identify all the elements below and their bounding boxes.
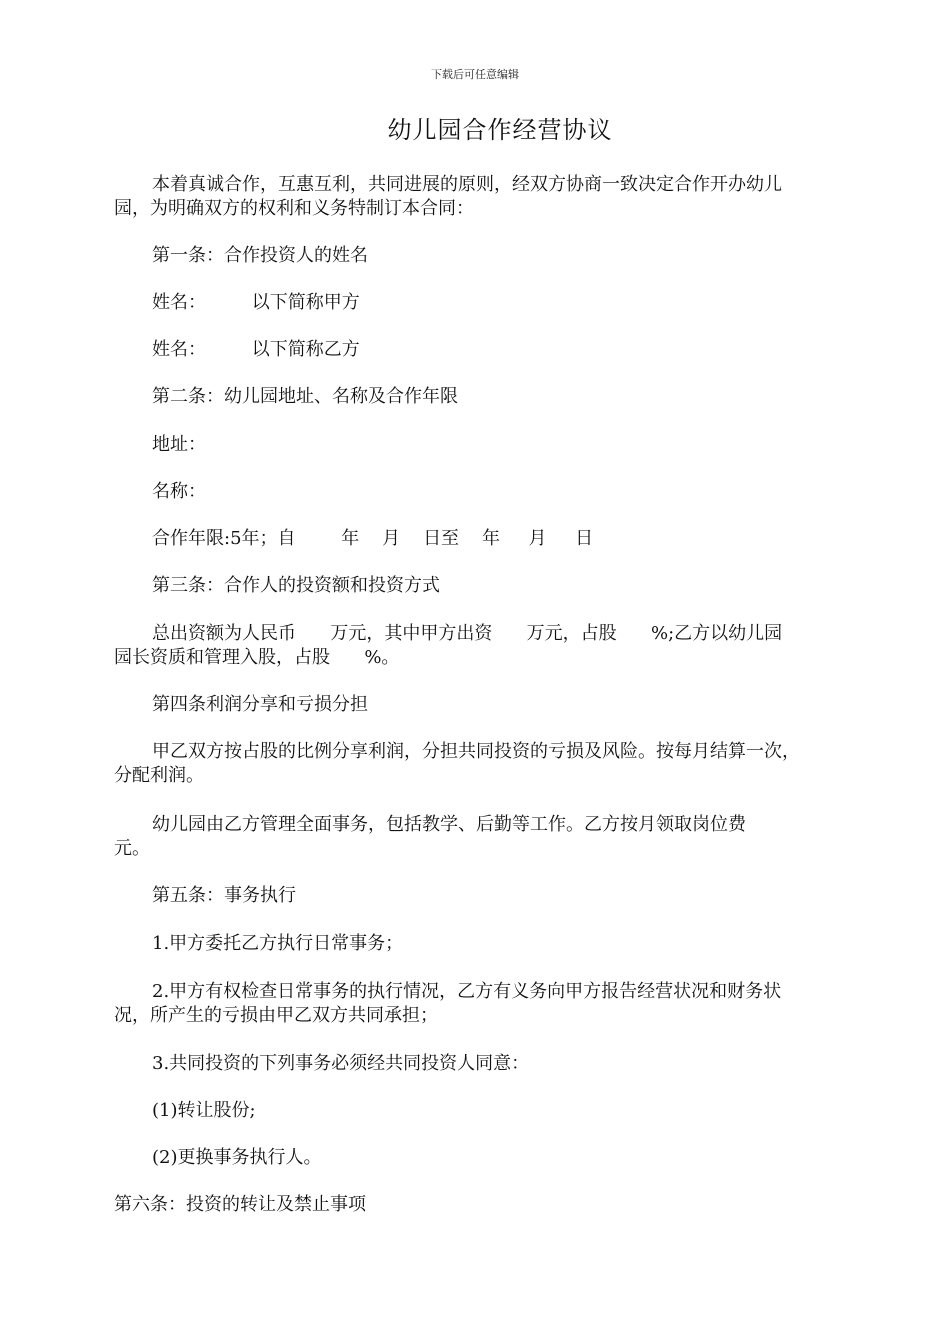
sub-item-1: (1)转让股份; [152, 1100, 256, 1121]
article-6-heading: 第六条：投资的转让及禁止事项 [114, 1194, 366, 1215]
intro-paragraph-line2: 园，为明确双方的权利和义务特制订本合同： [114, 198, 474, 219]
item-2-line2: 况，所产生的亏损由甲乙双方共同承担； [114, 1005, 438, 1026]
item-2-line1: 2.甲方有权检查日常事务的执行情况，乙方有义务向甲方报告经营状况和财务状 [152, 981, 782, 1002]
investment-line1: 总出资额为人民币 万元，其中甲方出资 万元，占股 %;乙方以幼儿园 [152, 623, 783, 644]
party-b-name-line: 姓名： 以下简称乙方 [152, 339, 360, 360]
article-3-heading: 第三条：合作人的投资额和投资方式 [152, 575, 440, 596]
profit-sharing-line1: 甲乙双方按占股的比例分享利润，分担共同投资的亏损及风险。按每月结算一次， [152, 741, 800, 762]
article-4-heading: 第四条利润分享和亏损分担 [152, 694, 368, 715]
item-1: 1.甲方委托乙方执行日常事务； [152, 933, 404, 954]
investment-line2: 园长资质和管理入股，占股 %。 [114, 647, 400, 668]
intro-paragraph-line1: 本着真诚合作，互惠互利，共同进展的原则，经双方协商一致决定合作开办幼儿 [152, 174, 782, 195]
profit-sharing-line2: 分配利润。 [114, 765, 204, 786]
party-a-name-line: 姓名： 以下简称甲方 [152, 292, 360, 313]
address-line: 地址： [152, 434, 206, 455]
kindergarten-name-line: 名称： [152, 481, 206, 502]
document-title: 幼儿园合作经营协议 [387, 116, 613, 144]
management-line2: 元。 [114, 838, 150, 859]
cooperation-term-line: 合作年限:5年；自 年 月 日至 年 月 日 [152, 528, 594, 549]
article-2-heading: 第二条：幼儿园地址、名称及合作年限 [152, 386, 458, 407]
article-1-heading: 第一条：合作投资人的姓名 [152, 245, 368, 266]
item-3: 3.共同投资的下列事务必须经共同投资人同意： [152, 1053, 530, 1074]
article-5-heading: 第五条：事务执行 [152, 885, 296, 906]
management-line1: 幼儿园由乙方管理全面事务，包括教学、后勤等工作。乙方按月领取岗位费 [152, 814, 746, 835]
header-note: 下载后可任意编辑 [431, 68, 519, 81]
sub-item-2: (2)更换事务执行人。 [152, 1147, 322, 1168]
